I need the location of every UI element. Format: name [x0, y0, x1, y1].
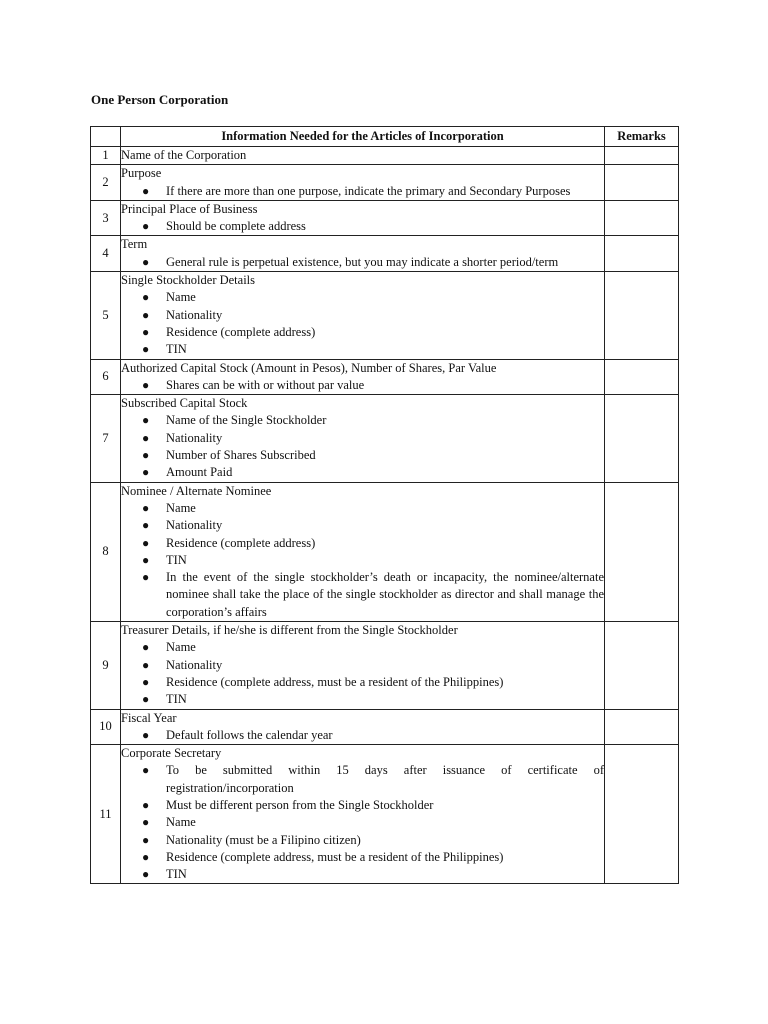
list-item-text: TIN [166, 692, 187, 707]
list-item-text: Residence (complete address, must be a resident of the Philippines) [166, 674, 504, 689]
bullet-icon: ● [142, 640, 150, 655]
bullet-list [121, 762, 604, 883]
info-cell [121, 745, 605, 884]
bullet-icon: ● [142, 867, 150, 882]
list-item-text: Name [166, 640, 196, 655]
bullet-icon: ● [142, 797, 150, 812]
item-title: Subscribed Capital Stock [121, 396, 248, 411]
list-item [121, 866, 604, 883]
bullet-icon: ● [142, 377, 150, 392]
table-row [91, 709, 679, 745]
list-item [121, 377, 604, 394]
table-row [91, 395, 679, 482]
remarks-cell[interactable] [605, 359, 679, 395]
bullet-list [121, 412, 604, 481]
list-item-text: Nationality [166, 430, 223, 445]
list-item [121, 183, 604, 200]
list-item [121, 569, 604, 621]
list-item [121, 691, 604, 708]
list-item-text: If there are more than one purpose, indicate the primary and Secondary Purposes [166, 183, 571, 198]
table-row [91, 482, 679, 621]
remarks-cell[interactable] [605, 482, 679, 621]
bullet-icon: ● [142, 518, 150, 533]
row-number: 3 [91, 200, 121, 236]
info-cell [121, 165, 605, 201]
list-item-text: Amount Paid [166, 465, 233, 480]
bullet-list [121, 639, 604, 708]
list-item [121, 500, 604, 517]
list-item [121, 727, 604, 744]
bullet-icon: ● [142, 290, 150, 305]
list-item-text: Should be complete address [166, 219, 306, 234]
list-item-text: Residence (complete address) [166, 535, 316, 550]
bullet-icon: ● [142, 465, 150, 480]
list-item-text: In the event of the single stockholder’s death or incapacity, the nominee/alternate nominee shall take the place of the single stockholder as director and shall manage the corporation’s affairs [166, 570, 604, 619]
row-number: 10 [91, 709, 121, 745]
row-number: 4 [91, 236, 121, 272]
bullet-icon: ● [142, 849, 150, 864]
table-row [91, 622, 679, 709]
list-item [121, 464, 604, 481]
list-item [121, 289, 604, 306]
list-item [121, 324, 604, 341]
item-title: Term [121, 237, 148, 252]
bullet-list [121, 377, 604, 394]
item-title: Principal Place of Business [121, 201, 258, 216]
bullet-icon: ● [142, 342, 150, 357]
bullet-icon: ● [142, 324, 150, 339]
list-item-text: TIN [166, 552, 187, 567]
remarks-cell[interactable] [605, 147, 679, 165]
item-title: Single Stockholder Details [121, 273, 256, 288]
list-item [121, 832, 604, 849]
list-item-text: Residence (complete address) [166, 324, 316, 339]
remarks-cell[interactable] [605, 745, 679, 884]
row-number: 6 [91, 359, 121, 395]
bullet-icon: ● [142, 219, 150, 234]
info-cell [121, 147, 605, 165]
row-number: 2 [91, 165, 121, 201]
list-item-text: TIN [166, 867, 187, 882]
document-title: One Person Corporation [91, 92, 229, 107]
number-column-header [91, 127, 121, 147]
bullet-list [121, 500, 604, 621]
bullet-list [121, 289, 604, 358]
list-item [121, 341, 604, 358]
info-cell [121, 200, 605, 236]
bullet-icon: ● [142, 430, 150, 445]
list-item [121, 412, 604, 429]
bullet-icon: ● [142, 570, 150, 585]
info-column-header: Information Needed for the Articles of Incorporation [121, 127, 605, 147]
remarks-cell[interactable] [605, 272, 679, 359]
item-title: Nominee / Alternate Nominee [121, 483, 272, 498]
list-item-text: Residence (complete address, must be a resident of the Philippines) [166, 849, 504, 864]
bullet-icon: ● [142, 832, 150, 847]
list-item-text: Number of Shares Subscribed [166, 448, 316, 463]
item-title: Purpose [121, 166, 162, 181]
remarks-cell[interactable] [605, 622, 679, 709]
remarks-cell[interactable] [605, 709, 679, 745]
bullet-icon: ● [142, 763, 150, 778]
bullet-list [121, 218, 604, 235]
bullet-icon: ● [142, 307, 150, 322]
list-item-text: Nationality (must be a Filipino citizen) [166, 832, 361, 847]
info-cell [121, 272, 605, 359]
bullet-icon: ● [142, 500, 150, 515]
requirements-table [90, 126, 679, 884]
table-row [91, 745, 679, 884]
remarks-cell[interactable] [605, 395, 679, 482]
list-item [121, 430, 604, 447]
list-item [121, 674, 604, 691]
table-row [91, 359, 679, 395]
info-cell [121, 395, 605, 482]
list-item [121, 535, 604, 552]
info-cell [121, 482, 605, 621]
row-number: 11 [91, 745, 121, 884]
list-item [121, 762, 604, 797]
row-number: 5 [91, 272, 121, 359]
list-item [121, 447, 604, 464]
bullet-list [121, 183, 604, 200]
bullet-icon: ● [142, 692, 150, 707]
table-row [91, 200, 679, 236]
item-title: Authorized Capital Stock (Amount in Pesos), Number of Shares, Par Value [121, 360, 497, 375]
list-item-text: Must be different person from the Single Stockholder [166, 797, 434, 812]
list-item-text: Default follows the calendar year [166, 727, 333, 742]
list-item [121, 307, 604, 324]
bullet-list [121, 727, 604, 744]
list-item [121, 517, 604, 534]
table-header-row [91, 127, 679, 147]
bullet-list [121, 254, 604, 271]
bullet-icon: ● [142, 657, 150, 672]
list-item-text: Name [166, 290, 196, 305]
table-row [91, 272, 679, 359]
bullet-icon: ● [142, 815, 150, 830]
list-item [121, 639, 604, 656]
bullet-icon: ● [142, 413, 150, 428]
bullet-icon: ● [142, 727, 150, 742]
list-item-text: Name of the Single Stockholder [166, 413, 327, 428]
remarks-column-header: Remarks [605, 127, 679, 147]
table-body [91, 147, 679, 884]
list-item-text: Name [166, 500, 196, 515]
row-number: 8 [91, 482, 121, 621]
info-cell [121, 709, 605, 745]
list-item-text: To be submitted within 15 days after issuance of certificate of registration/incorporation [166, 763, 604, 795]
bullet-icon: ● [142, 183, 150, 198]
list-item-text: Name [166, 815, 196, 830]
bullet-icon: ● [142, 448, 150, 463]
table-row [91, 147, 679, 165]
bullet-icon: ● [142, 674, 150, 689]
table-row [91, 236, 679, 272]
list-item [121, 657, 604, 674]
list-item-text: Nationality [166, 307, 223, 322]
remarks-cell[interactable] [605, 200, 679, 236]
list-item-text: Nationality [166, 518, 223, 533]
info-cell [121, 622, 605, 709]
bullet-icon: ● [142, 552, 150, 567]
remarks-cell[interactable] [605, 236, 679, 272]
table-row [91, 165, 679, 201]
list-item [121, 552, 604, 569]
row-number: 7 [91, 395, 121, 482]
info-cell [121, 359, 605, 395]
item-title: Fiscal Year [121, 710, 177, 725]
remarks-cell[interactable] [605, 165, 679, 201]
list-item [121, 849, 604, 866]
list-item [121, 814, 604, 831]
item-title: Treasurer Details, if he/she is different from the Single Stockholder [121, 623, 458, 638]
list-item [121, 218, 604, 235]
row-number: 1 [91, 147, 121, 165]
item-title: Name of the Corporation [121, 148, 247, 162]
list-item-text: Nationality [166, 657, 223, 672]
item-title: Corporate Secretary [121, 746, 222, 761]
list-item-text: General rule is perpetual existence, but you may indicate a shorter period/term [166, 254, 559, 269]
list-item-text: Shares can be with or without par value [166, 377, 365, 392]
list-item [121, 797, 604, 814]
list-item [121, 254, 604, 271]
list-item-text: TIN [166, 342, 187, 357]
bullet-icon: ● [142, 535, 150, 550]
row-number: 9 [91, 622, 121, 709]
bullet-icon: ● [142, 254, 150, 269]
info-cell [121, 236, 605, 272]
